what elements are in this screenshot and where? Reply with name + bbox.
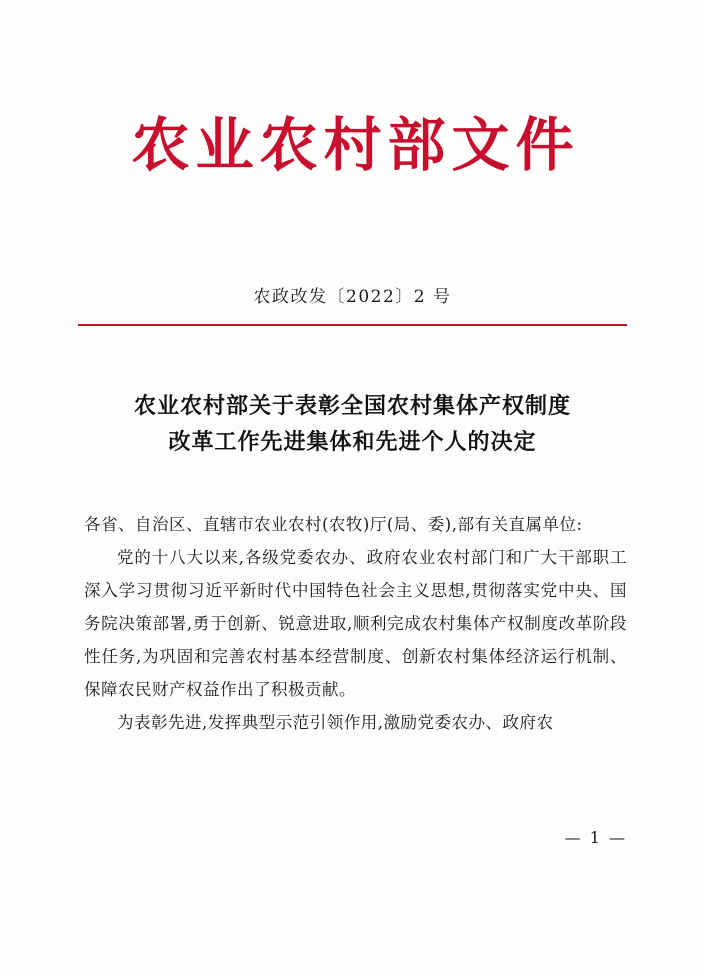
masthead-title: 农业农村部文件 [131, 111, 580, 179]
paragraph-purpose: 为表彰先进,发挥典型示范引领作用,激励党委农办、政府农 [117, 713, 554, 732]
red-separator-rule [78, 324, 627, 326]
document-number: 农政改发〔2022〕2 号 [253, 287, 452, 307]
page-title [86, 388, 619, 460]
paragraph-background: 党的十八大以来,各级党委农办、政府农业农村部门和广大干部职工深入学习贯彻习近平新时代中国特色社会主义思想,贯彻落实党中央、国务院决策部署,勇于创新、锐意进取,顺利完成农村集体产权制度改革阶段性任务,为巩固和完善农村基本经营制度、创新农村集体经济运行机制、保障农民财产权益作出了积极贡献。 [84, 548, 627, 699]
page-number: — 1 — [564, 828, 627, 847]
document-body [84, 508, 627, 739]
page-title-line-2: 改革工作先进集体和先进个人的决定 [168, 429, 537, 455]
document-number-container [0, 282, 705, 307]
paragraph-addressee: 各省、自治区、直辖市农业农村(农牧)厅(局、委),部有关直属单位: [84, 515, 583, 534]
masthead [0, 112, 705, 179]
page-title-line-1: 农业农村部关于表彰全国农村集体产权制度 [133, 393, 571, 419]
